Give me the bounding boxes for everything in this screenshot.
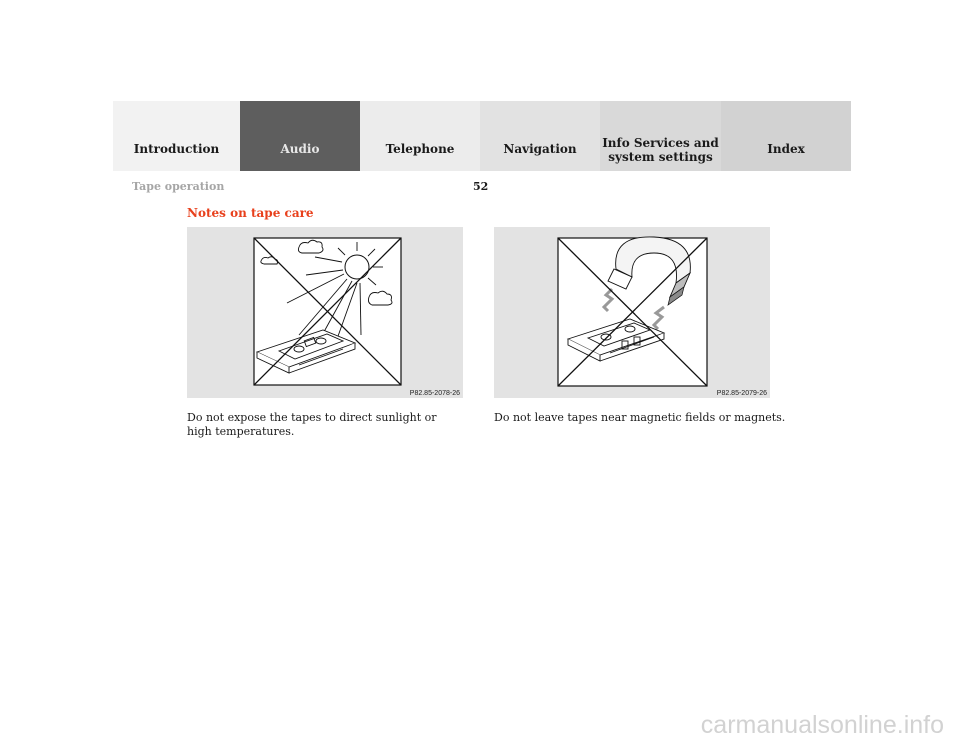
magnet-tape-illustration — [494, 227, 770, 398]
tab-index-label: Index — [767, 142, 805, 156]
figure-code: P82.85-2079-26 — [716, 390, 767, 397]
tab-info-services-label — [602, 136, 719, 164]
tab-telephone-label: Telephone — [385, 142, 455, 156]
sunlight-tape-illustration — [187, 227, 463, 398]
watermark: carmanualsonline.info — [700, 711, 944, 739]
tab-navigation[interactable] — [480, 101, 600, 171]
tab-info-services-line2: system settings — [608, 150, 713, 164]
tab-audio-label: Audio — [280, 142, 320, 156]
figure-magnet — [494, 227, 770, 398]
caption-sunlight: Do not expose the tapes to direct sunlight or high temperatures. — [187, 411, 437, 438]
tab-telephone[interactable] — [360, 101, 480, 171]
section-title: Tape operation — [132, 180, 225, 193]
tab-info-services-line1: Info Services and — [602, 136, 719, 150]
section-heading: Notes on tape care — [187, 206, 314, 220]
chapter-tab-bar — [113, 101, 851, 171]
page-number: 52 — [473, 180, 489, 193]
figure-sunlight — [187, 227, 463, 398]
tab-index[interactable] — [721, 101, 851, 171]
tab-info-services[interactable] — [600, 101, 721, 171]
tab-introduction-label: Introduction — [133, 142, 220, 156]
caption-magnet: Do not leave tapes near magnetic fields or magnets. — [494, 411, 786, 424]
figure-code: P82.85-2078-26 — [409, 390, 460, 397]
tab-audio[interactable] — [240, 101, 360, 171]
tab-navigation-label: Navigation — [503, 142, 577, 156]
tab-introduction[interactable] — [113, 101, 240, 171]
